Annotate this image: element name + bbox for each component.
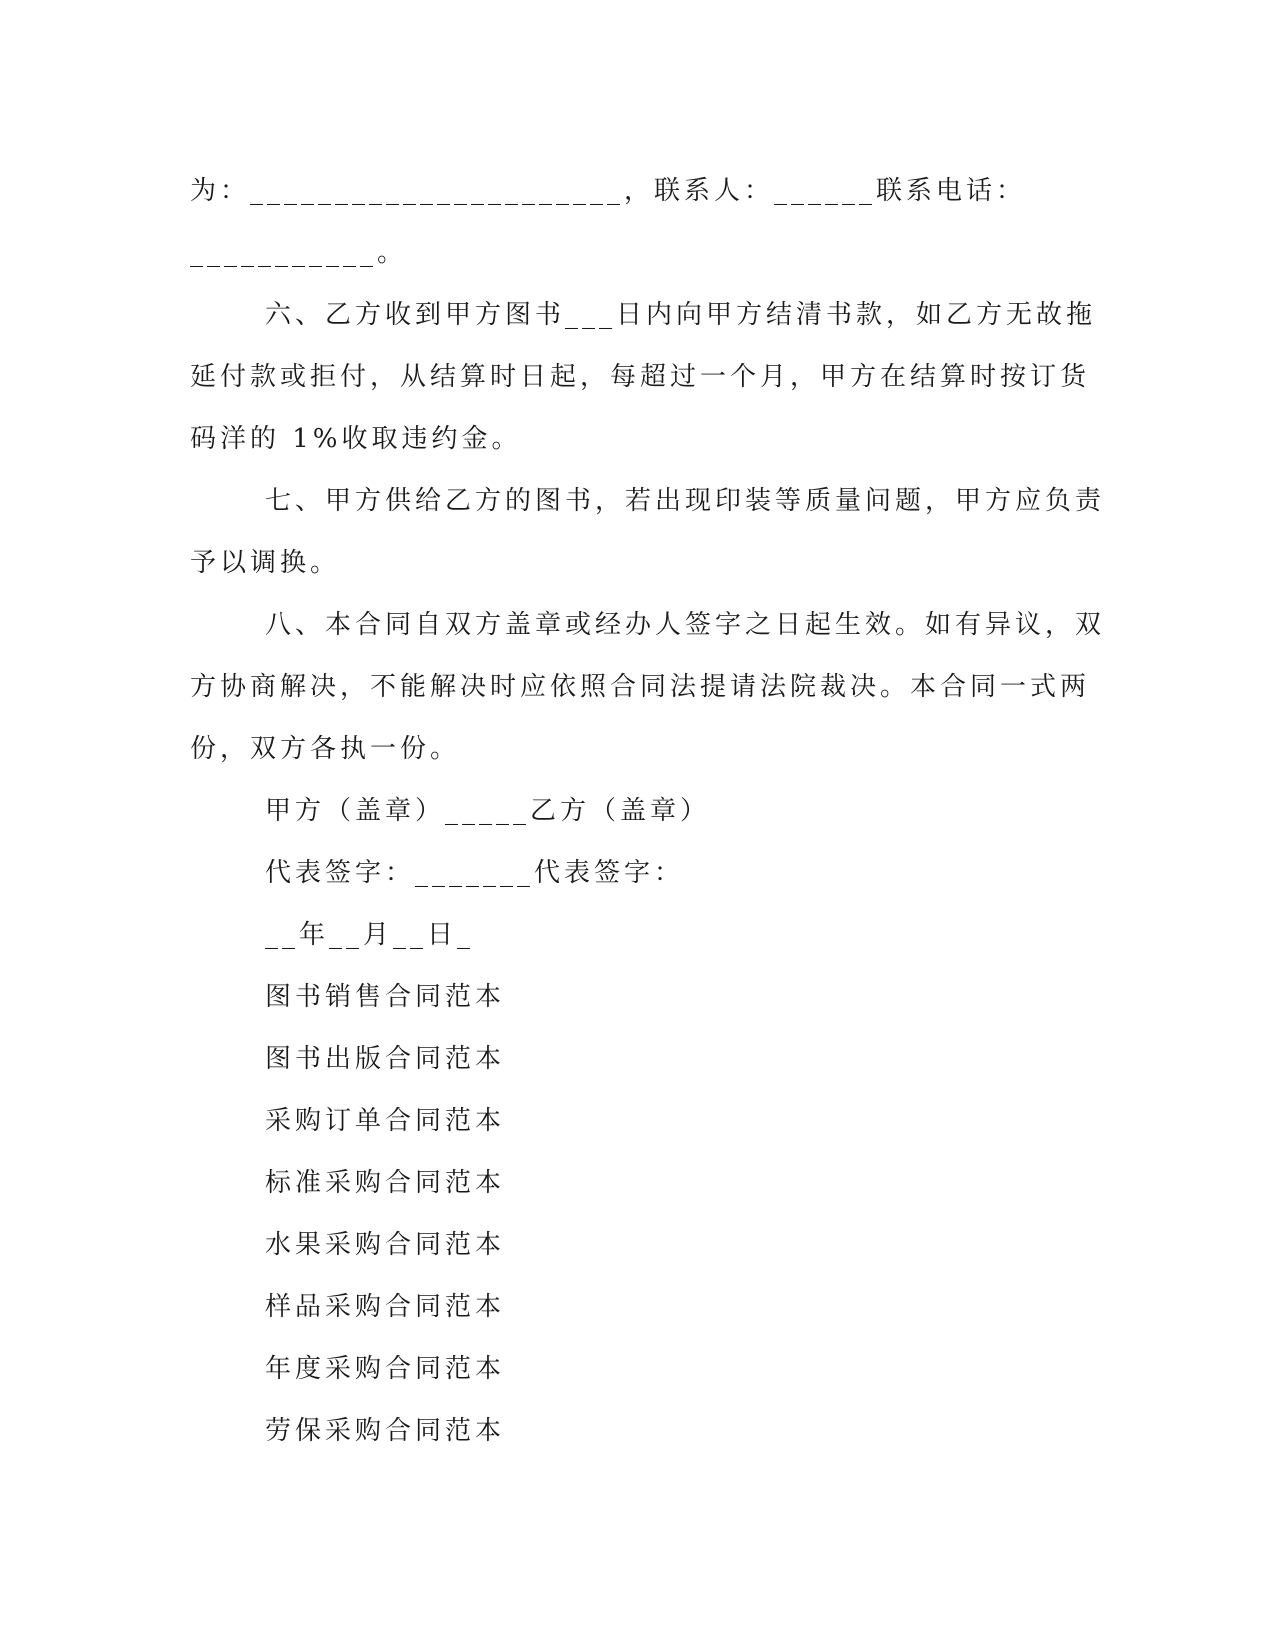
related-item: 水果采购合同范本 (265, 1230, 506, 1260)
text-line: 延付款或拒付，从结算时日起，每超过一个月，甲方在结算时按订货 (190, 362, 1091, 392)
text-line: ___________。 (190, 238, 408, 268)
text-line: 为：______________________，联系人：______联系电话： (190, 176, 1027, 206)
text-line: 码洋的 1%收取违约金。 (190, 424, 522, 454)
related-item: 劳保采购合同范本 (265, 1416, 506, 1446)
text-line: 份，双方各执一份。 (190, 734, 461, 764)
text-line: 予以调换。 (190, 548, 341, 578)
clause-eight-start: 八、本合同自双方盖章或经办人签字之日起生效。如有异议，双 (265, 610, 1106, 640)
related-item: 年度采购合同范本 (265, 1354, 506, 1384)
signature-date-line: __年__月__日_ (265, 920, 475, 950)
clause-seven-start: 七、甲方供给乙方的图书，若出现印装等质量问题，甲方应负责 (265, 486, 1106, 516)
document-body (190, 160, 1106, 1462)
related-item: 图书销售合同范本 (265, 982, 506, 1012)
signature-party-line: 甲方（盖章）_____乙方（盖章） (265, 796, 711, 826)
related-item: 样品采购合同范本 (265, 1292, 506, 1322)
text-line: 方协商解决，不能解决时应依照合同法提请法院裁决。本合同一式两 (190, 672, 1091, 702)
related-item: 采购订单合同范本 (265, 1106, 506, 1136)
related-item: 图书出版合同范本 (265, 1044, 506, 1074)
signature-rep-line: 代表签字：_______代表签字： (265, 858, 685, 888)
clause-six-start: 六、乙方收到甲方图书___日内向甲方结清书款，如乙方无故拖 (265, 300, 1097, 330)
related-item: 标准采购合同范本 (265, 1168, 506, 1198)
